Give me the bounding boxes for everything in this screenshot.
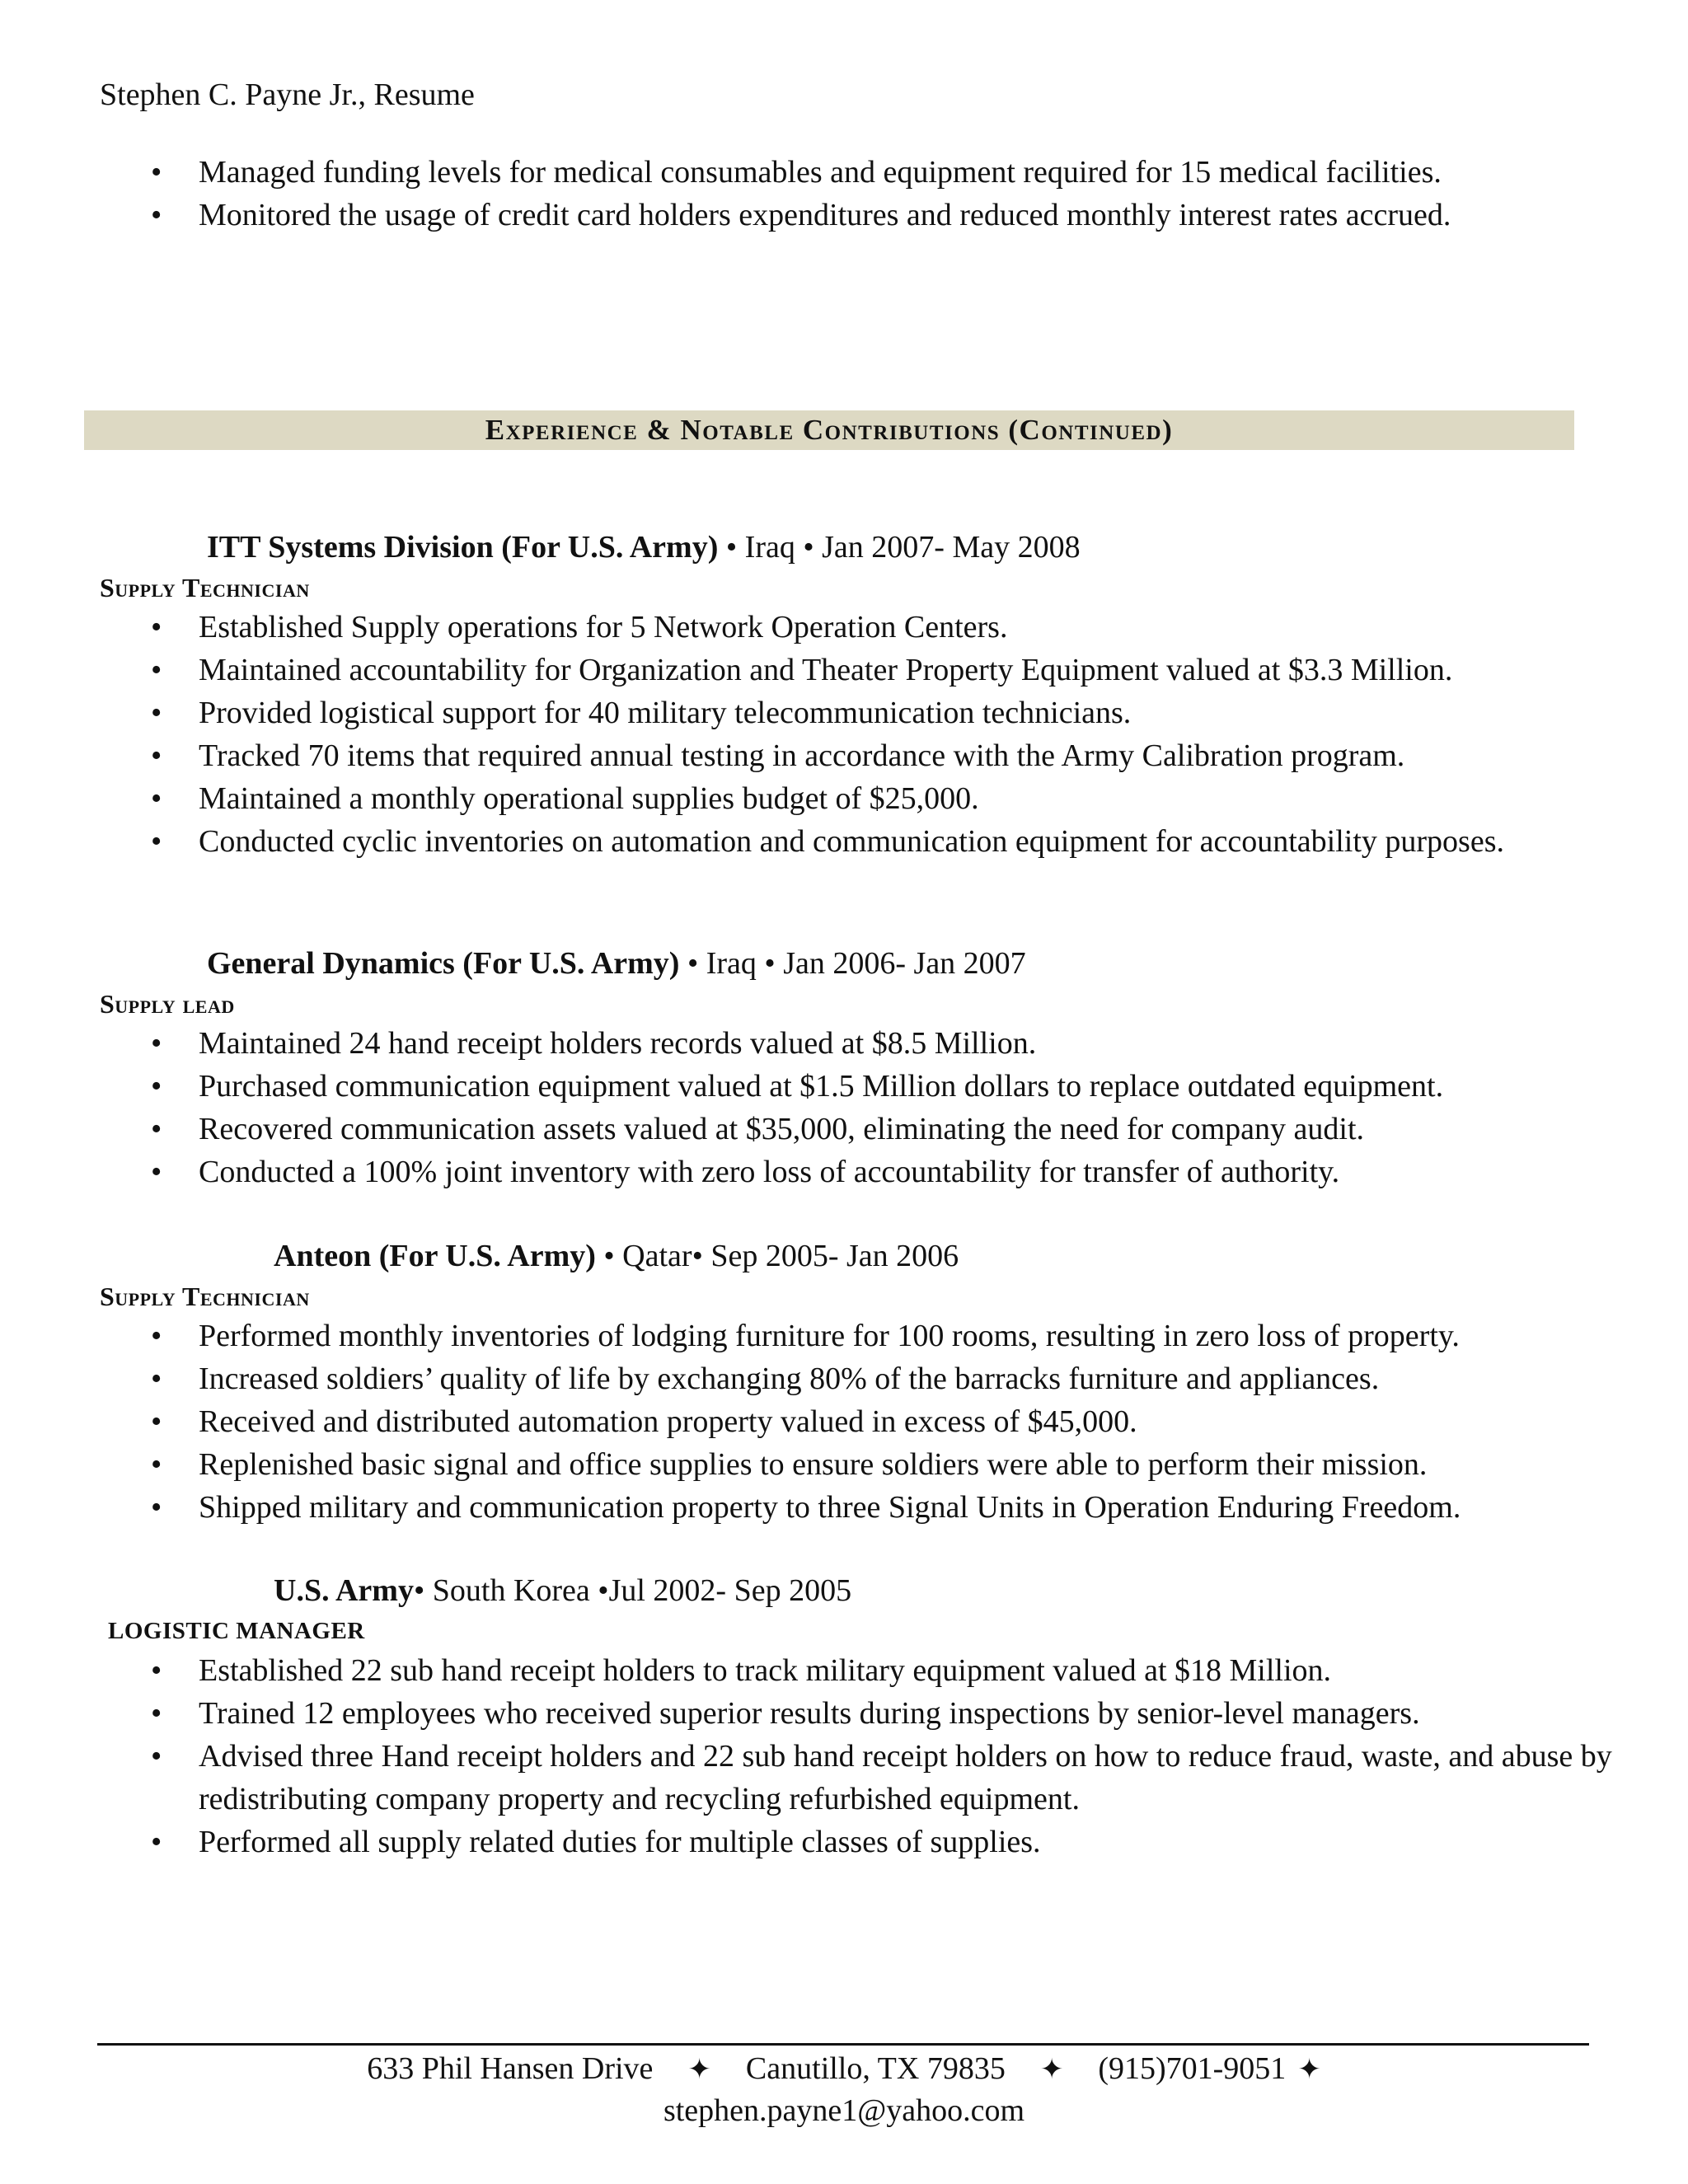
section-title: Experience & Notable Contributions (Continued) [485, 414, 1174, 446]
star-separator-icon: ✦ [1039, 2053, 1064, 2086]
list-item: • Managed funding levels for medical consumables and equipment required for 15 medical facilities. [100, 151, 1682, 194]
bullet-icon: • [151, 738, 162, 773]
list-item: • Trained 12 employees who received superior results during inspections by senior-level managers. [100, 1692, 1682, 1735]
bullet-icon: • [151, 696, 162, 730]
job-entry [0, 941, 1688, 1193]
list-item: • Maintained a monthly operational supplies budget of $25,000. [100, 777, 1682, 820]
bullet-icon: • [151, 1404, 162, 1439]
list-item: • Conducted a 100% joint inventory with zero loss of accountability for transfer of authority. [100, 1151, 1682, 1193]
list-item: • Performed monthly inventories of lodging furniture for 100 rooms, resulting in zero loss of property. [100, 1315, 1682, 1357]
star-separator-icon: ✦ [1297, 2053, 1321, 2086]
job-entry [0, 525, 1688, 863]
job-details: • Qatar• Sep 2005- Jan 2006 [595, 1239, 959, 1273]
footer-city: Canutillo, TX 79835 [745, 2051, 1006, 2086]
contact-footer [0, 2048, 1688, 2131]
list-item: • Maintained accountability for Organization and Theater Property Equipment valued at $3.3 Million. [100, 649, 1682, 691]
job-bullet-list [0, 1649, 1688, 1863]
job-role: Supply lead [100, 989, 235, 1019]
job-bullet-list [0, 1315, 1688, 1529]
bullet-icon: • [151, 1069, 162, 1104]
list-item: • Recovered communication assets valued at $35,000, eliminating the need for company audit. [100, 1108, 1682, 1151]
footer-email[interactable]: stephen.payne1@yahoo.com [663, 2093, 1025, 2128]
contact-line [0, 2048, 1688, 2090]
job-entry [0, 1234, 1688, 1529]
bullet-icon: • [151, 1447, 162, 1482]
job-header [207, 525, 1688, 569]
footer-divider [97, 2043, 1589, 2046]
bullet-icon: • [151, 1319, 162, 1353]
footer-address: 633 Phil Hansen Drive [367, 2051, 654, 2086]
bullet-icon: • [151, 1825, 162, 1859]
job-role: LOGISTIC MANAGER [108, 1618, 365, 1644]
list-item: • Replenished basic signal and office supplies to ensure soldiers were able to perform their mission. [100, 1443, 1682, 1486]
bullet-icon: • [151, 1653, 162, 1688]
job-header [274, 1234, 1688, 1278]
intro-bullet-list [0, 151, 1682, 237]
bullet-icon: • [151, 198, 162, 232]
footer-phone: (915)701-9051 [1098, 2051, 1287, 2086]
list-item: • Provided logistical support for 40 military telecommunication technicians. [100, 691, 1682, 734]
job-entry [0, 1568, 1688, 1863]
job-details: • South Korea •Jul 2002- Sep 2005 [413, 1573, 852, 1608]
bullet-icon: • [151, 653, 162, 687]
bullet-icon: • [151, 1696, 162, 1731]
running-head: Stephen C. Payne Jr., Resume [100, 77, 475, 112]
job-role: Supply Technician [100, 1282, 310, 1311]
bullet-icon: • [151, 1155, 162, 1189]
list-item: • Tracked 70 items that required annual testing in accordance with the Army Calibration program. [100, 734, 1682, 777]
list-item: • Established Supply operations for 5 Network Operation Centers. [100, 606, 1682, 649]
job-details: • Iraq • Jan 2007- May 2008 [718, 530, 1081, 565]
job-bullet-list [0, 606, 1688, 863]
bullet-icon: • [151, 781, 162, 816]
bullet-icon: • [151, 1739, 162, 1774]
company-name: Anteon (For U.S. Army) [274, 1239, 596, 1273]
bullet-icon: • [151, 1112, 162, 1146]
section-heading [84, 410, 1574, 450]
bullet-icon: • [151, 1490, 162, 1525]
list-item: • Maintained 24 hand receipt holders records valued at $8.5 Million. [100, 1022, 1682, 1065]
list-item: • Established 22 sub hand receipt holders to track military equipment valued at $18 Million. [100, 1649, 1682, 1692]
job-header [274, 1568, 1688, 1613]
bullet-icon: • [151, 1361, 162, 1396]
list-item: • Received and distributed automation property valued in excess of $45,000. [100, 1400, 1682, 1443]
bullet-icon: • [151, 155, 162, 190]
list-item: • Monitored the usage of credit card holders expenditures and reduced monthly interest rates accrued. [100, 194, 1682, 237]
job-bullet-list [0, 1022, 1688, 1193]
list-item: • Advised three Hand receipt holders and 22 sub hand receipt holders on how to reduce fraud, waste, and abuse by redistributing company property and recycling refurbished equipment. [100, 1735, 1682, 1821]
company-name: U.S. Army [274, 1573, 414, 1608]
list-item: • Increased soldiers’ quality of life by exchanging 80% of the barracks furniture and appliances. [100, 1357, 1682, 1400]
bullet-icon: • [151, 824, 162, 859]
job-role: Supply Technician [100, 573, 310, 602]
list-item: • Conducted cyclic inventories on automation and communication equipment for accountability purposes. [100, 820, 1682, 863]
list-item: • Performed all supply related duties for multiple classes of supplies. [100, 1821, 1682, 1863]
bullet-icon: • [151, 610, 162, 644]
company-name: General Dynamics (For U.S. Army) [207, 946, 680, 981]
job-details: • Iraq • Jan 2006- Jan 2007 [679, 946, 1026, 981]
company-name: ITT Systems Division (For U.S. Army) [207, 530, 719, 565]
list-item: • Purchased communication equipment valued at $1.5 Million dollars to replace outdated equipment. [100, 1065, 1682, 1108]
bullet-icon: • [151, 1026, 162, 1061]
list-item: • Shipped military and communication property to three Signal Units in Operation Enduring Freedom. [100, 1486, 1682, 1529]
star-separator-icon: ✦ [687, 2053, 711, 2086]
job-header [207, 941, 1688, 986]
